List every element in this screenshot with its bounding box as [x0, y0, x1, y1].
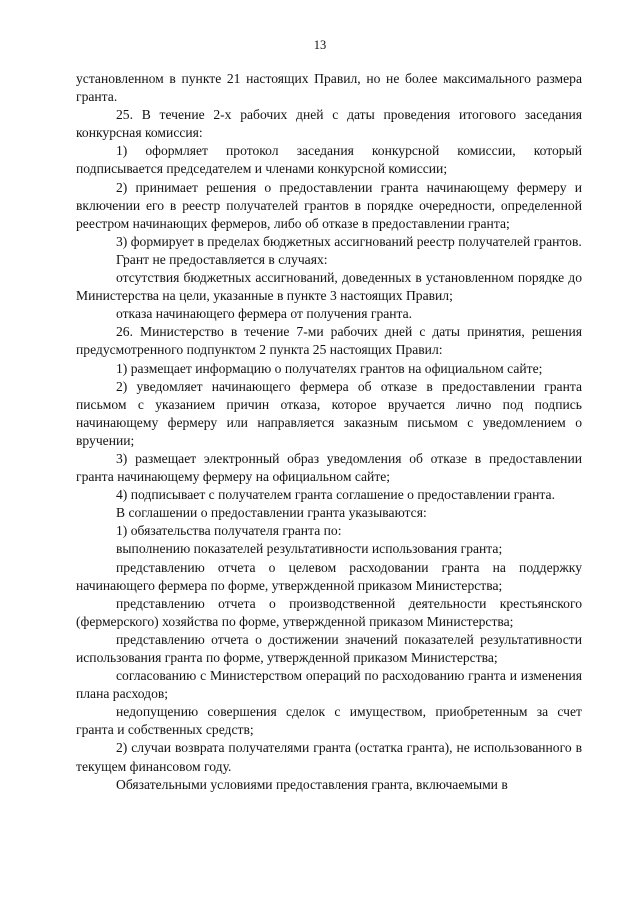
page-number: 13: [313, 38, 327, 52]
paragraph-26-item-3: 3) размещает электронный образ уведомления об отказе в предоставлении гранта начинающему фермеру на официальном сайте;: [76, 450, 582, 485]
paragraph-26-item-4: 4) подписывает с получателем гранта соглашение о предоставлении гранта.: [116, 487, 555, 503]
paragraph-refusal-case-1: отсутствия бюджетных ассигнований, доведенных в установленном порядке до Министерства на цели, указанные в пункте 3 настоящих Правил;: [76, 270, 582, 304]
paragraph-obligation-6: недопущению совершения сделок с имуществом, приобретенным за счет гранта и собственных средств;: [76, 704, 582, 738]
paragraph-obligation-2: представлению отчета о целевом расходовании гранта на поддержку начинающего фермера по форме, утвержденной приказом Министерства;: [76, 559, 582, 593]
document-body: [76, 70, 582, 794]
paragraph-continuation: установленном в пункте 21 настоящих Правил, но не более максимального размера гранта.: [76, 71, 582, 105]
paragraph-agreement-item-1: 1) обязательства получателя гранта по:: [116, 523, 342, 539]
paragraph-26-item-1: 1) размещает информацию о получателях грантов на официальном сайте;: [116, 360, 543, 376]
paragraph-clause-26: 26. Министерство в течение 7-ми рабочих дней с даты принятия, решения предусмотренного подпунктом 2 пункта 25 настоящих Правил:: [76, 324, 582, 358]
paragraph-obligation-5: согласованию с Министерством операций по расходованию гранта и изменения плана расходов;: [76, 668, 582, 702]
paragraph-refusal-cases: Грант не предоставляется в случаях:: [116, 251, 328, 267]
paragraph-25-item-1: 1) оформляет протокол заседания конкурсной комиссии, который подписывается председателем и членами конкурсной комиссии;: [76, 143, 582, 177]
paragraph-clause-25: 25. В течение 2-х рабочих дней с даты проведения итогового заседания конкурсная комиссия:: [76, 107, 582, 141]
paragraph-26-item-2: 2) уведомляет начинающего фермера об отказе в предоставлении гранта письмом с указанием причин отказа, которое вручается лично под подпись начинающему фермеру или направляется заказным письмом с уведомлением о вручении;: [76, 378, 582, 448]
paragraph-agreement-intro: В соглашении о предоставлении гранта указываются:: [116, 505, 427, 521]
paragraph-25-item-2: 2) принимает решения о предоставлении гранта начинающему фермеру и включении его в реестр получателей грантов в порядке очередности, определенной реестром начинающих фермеров, либо об отказе в предоставлении гранта;: [76, 179, 582, 231]
paragraph-obligation-4: представлению отчета о достижении значений показателей результативности использования гранта по форме, утвержденной приказом Министерства;: [76, 631, 582, 665]
paragraph-agreement-item-2: 2) случаи возврата получателями гранта (остатка гранта), не использованного в текущем финансовом году.: [76, 740, 582, 774]
paragraph-refusal-case-2: отказа начинающего фермера от получения гранта.: [116, 306, 413, 322]
paragraph-mandatory-conditions: Обязательными условиями предоставления гранта, включаемыми в: [116, 776, 508, 792]
paragraph-obligation-1: выполнению показателей результативности использования гранта;: [116, 541, 503, 557]
paragraph-obligation-3: представлению отчета о производственной деятельности крестьянского (фермерского) хозяйства по форме, утвержденной приказом Министерства;: [76, 595, 582, 629]
paragraph-25-item-3: 3) формирует в пределах бюджетных ассигнований реестр получателей грантов.: [116, 233, 582, 249]
